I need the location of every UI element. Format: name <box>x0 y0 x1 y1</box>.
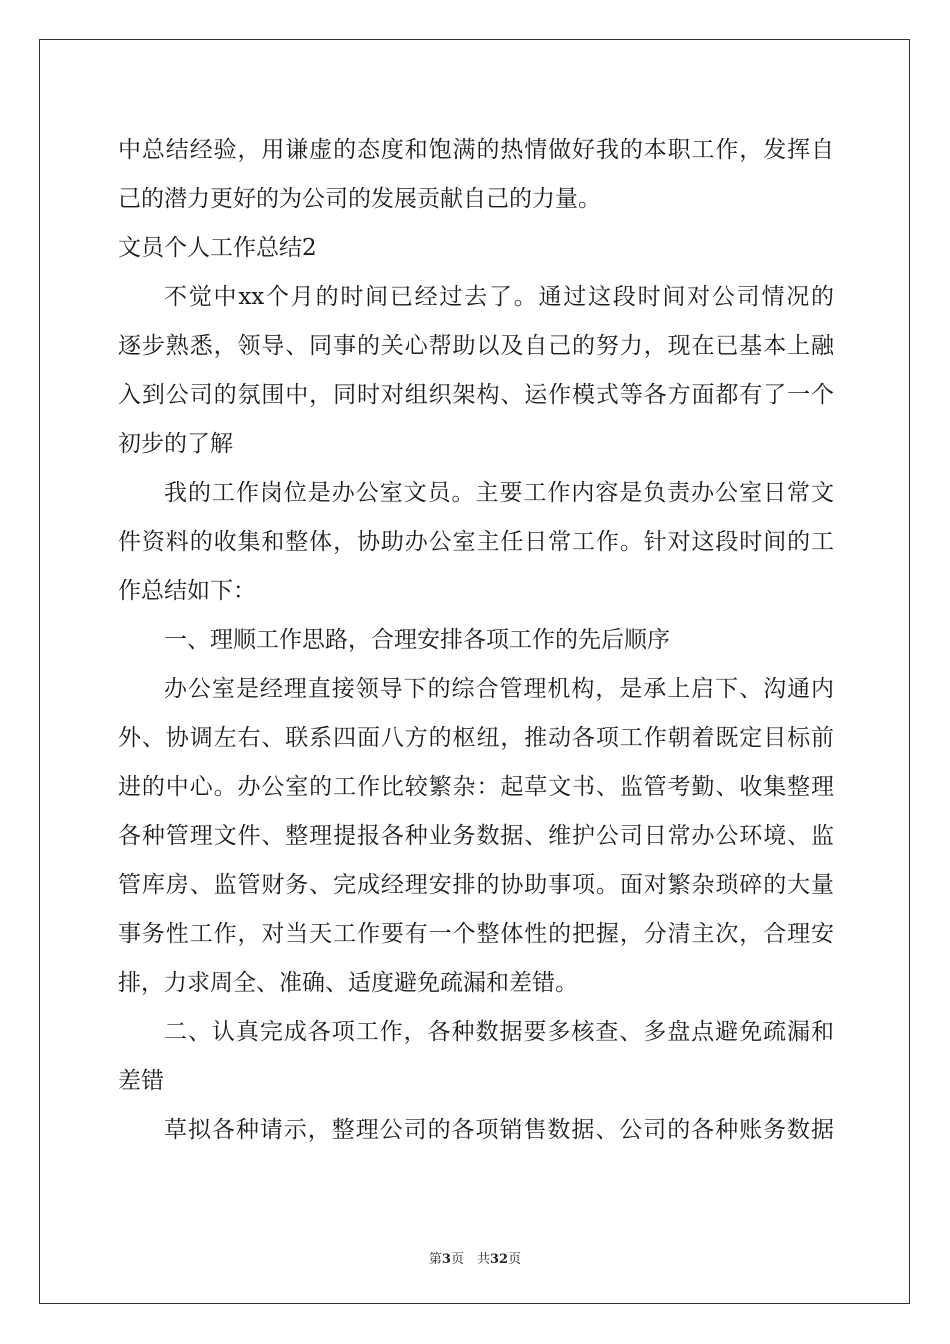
footer-middle: 页 共 <box>450 1252 490 1267</box>
text-line: 逐步熟悉，领导、同事的关心帮助以及自己的努力，现在已基本上融 <box>118 333 834 359</box>
text-line: 不觉中xx个月的时间已经过去了。通过这段时间对公司情况的 <box>164 284 834 310</box>
text-line: 己的潜力更好的为公司的发展贡献自己的力量。 <box>118 186 601 212</box>
text-line: 办公室是经理直接领导下的综合管理机构，是承上启下、沟通内 <box>164 676 834 702</box>
text-line: 进的中心。办公室的工作比较繁杂：起草文书、监管考勤、收集整理 <box>118 774 834 800</box>
page-footer <box>0 1248 950 1267</box>
text-line: 各种管理文件、整理提报各种业务数据、维护公司日常办公环境、监 <box>118 823 834 849</box>
total-pages-number: 32 <box>489 1252 509 1267</box>
text-line: 初步的了解 <box>118 431 233 457</box>
section-heading: 文员个人工作总结2 <box>118 235 317 261</box>
subsection-heading: 一、理顺工作思路，合理安排各项工作的先后顺序 <box>164 627 670 653</box>
subsection-heading-cont: 差错 <box>118 1068 164 1094</box>
text-line: 中总结经验，用谦虚的态度和饱满的热情做好我的本职工作，发挥自 <box>118 137 834 163</box>
footer-suffix: 页 <box>508 1252 522 1267</box>
footer-prefix: 第 <box>428 1252 442 1267</box>
text-line: 管库房、监管财务、完成经理安排的协助事项。面对繁杂琐碎的大量 <box>118 872 834 898</box>
text-line: 作总结如下： <box>118 578 256 604</box>
text-line: 入到公司的氛围中，同时对组织架构、运作模式等各方面都有了一个 <box>118 382 834 408</box>
text-line: 排，力求周全、准确、适度避免疏漏和差错。 <box>118 970 578 996</box>
document-body <box>118 126 834 1155</box>
subsection-heading: 二、认真完成各项工作，各种数据要多核查、多盘点避免疏漏和 <box>164 1019 834 1045</box>
text-line: 外、协调左右、联系四面八方的枢纽，推动各项工作朝着既定目标前 <box>118 725 834 751</box>
text-line: 件资料的收集和整体，协助办公室主任日常工作。针对这段时间的工 <box>118 529 834 555</box>
text-line: 事务性工作，对当天工作要有一个整体性的把握，分清主次，合理安 <box>118 921 834 947</box>
current-page-number: 3 <box>441 1252 451 1267</box>
text-line: 我的工作岗位是办公室文员。主要工作内容是负责办公室日常文 <box>164 480 834 506</box>
text-line: 草拟各种请示，整理公司的各项销售数据、公司的各种账务数据 <box>164 1117 834 1143</box>
